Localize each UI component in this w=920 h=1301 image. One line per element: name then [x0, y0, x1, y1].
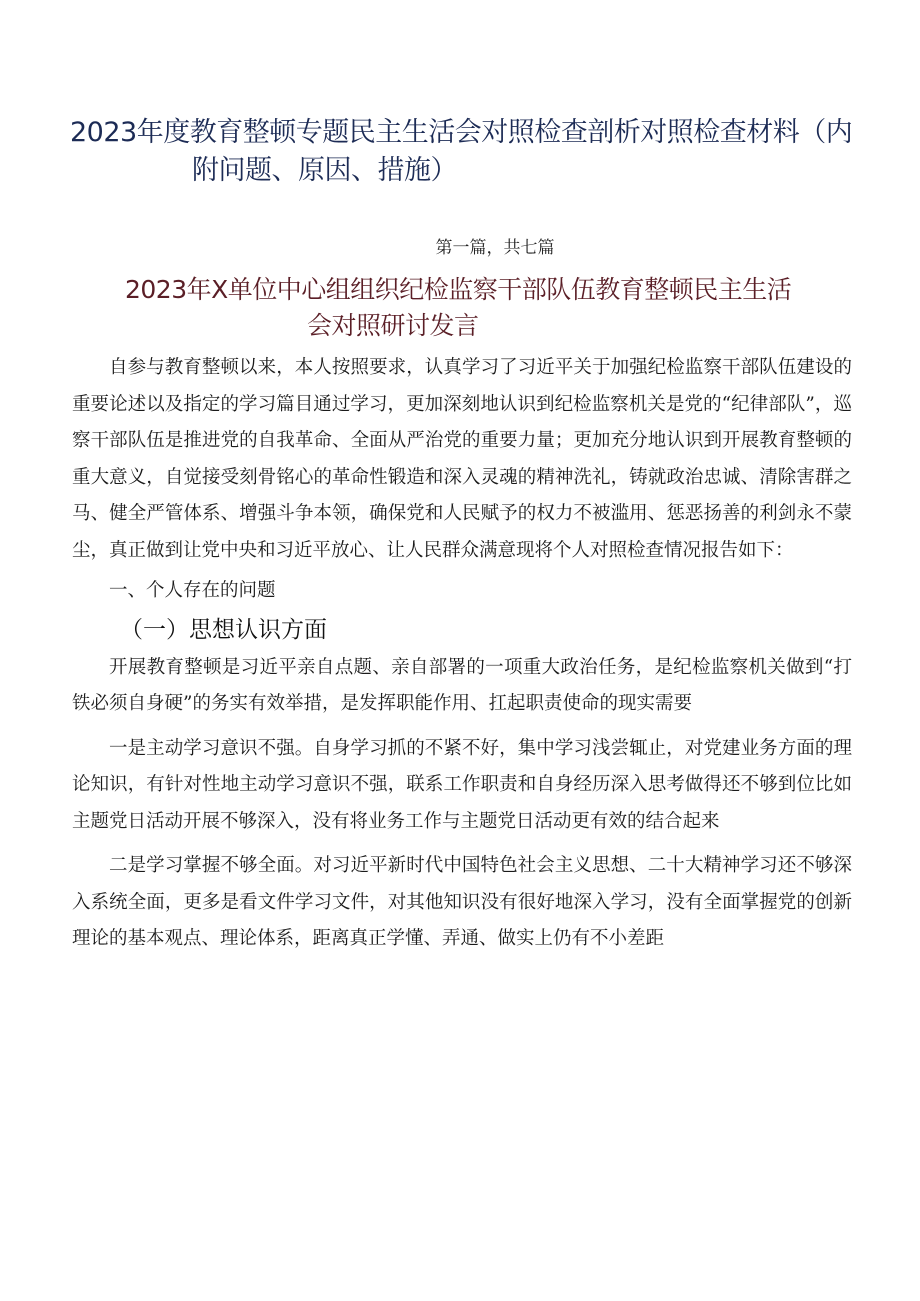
document-title-line-2: 附问题、原因、措施）: [192, 155, 457, 186]
document-title-line-1: 2023年度教育整顿专题民主生活会对照检查剖析对照检查材料（内: [70, 117, 853, 148]
subsection-heading-thought: （一）思想认识方面: [120, 616, 327, 643]
section-heading-one: 一、个人存在的问题: [109, 580, 276, 601]
paragraph-context: 开展教育整顿是习近平亲自点题、亲自部署的一项重大政治任务，是纪检监察机关做到“打铁必须自身硬”的务实有效举措，是发挥职能作用、扛起职责使命的现实需要: [72, 656, 852, 714]
intro-paragraph: 自参与教育整顿以来，本人按照要求，认真学习了习近平关于加强纪检监察干部队伍建设的重要论述以及指定的学习篇目通过学习，更加深刻地认识到纪检监察机关是党的“纪律部队”，巡察干部队伍是推进党的自我革命、全面从严治党的重要力量；更加充分地认识到开展教育整顿的重大意义，自觉接受刻骨铭心的革命性锻造和深入灵魂的精神洗礼，铸就政治忠诚、清除害群之马、健全严管体系、增强斗争本领，确保党和人民赋予的权力不被滥用、惩恶扬善的利剑永不蒙尘，真正做到让党中央和习近平放心、让人民群众满意现将个人对照检查情况报告如下：: [72, 357, 852, 561]
paragraph-issue-one: 一是主动学习意识不强。自身学习抓的不紧不好，集中学习浅尝辄止，对党建业务方面的理论知识，有针对性地主动学习意识不强，联系工作职责和自身经历深入思考做得还不够到位比如主题党日活动开展不够深入，没有将业务工作与主题党日活动更有效的结合起来: [72, 737, 852, 832]
speech-title-line-2: 会对照研讨发言: [307, 311, 479, 340]
speech-title: [125, 272, 865, 344]
paragraph-issue-two: 二是学习掌握不够全面。对习近平新时代中国特色社会主义思想、二十大精神学习还不够深入系统全面，更多是看文件学习文件，对其他知识没有很好地深入学习，没有全面掌握党的创新理论的基本观点、理论体系，距离真正学懂、弄通、做实上仍有不小差距: [72, 855, 852, 949]
section-marker: 第一篇，共七篇: [435, 238, 555, 258]
document-title: [70, 114, 860, 190]
speech-title-line-1: 2023年X单位中心组组织纪检监察干部队伍教育整顿民主生活: [125, 275, 792, 304]
document-body: [72, 350, 852, 958]
